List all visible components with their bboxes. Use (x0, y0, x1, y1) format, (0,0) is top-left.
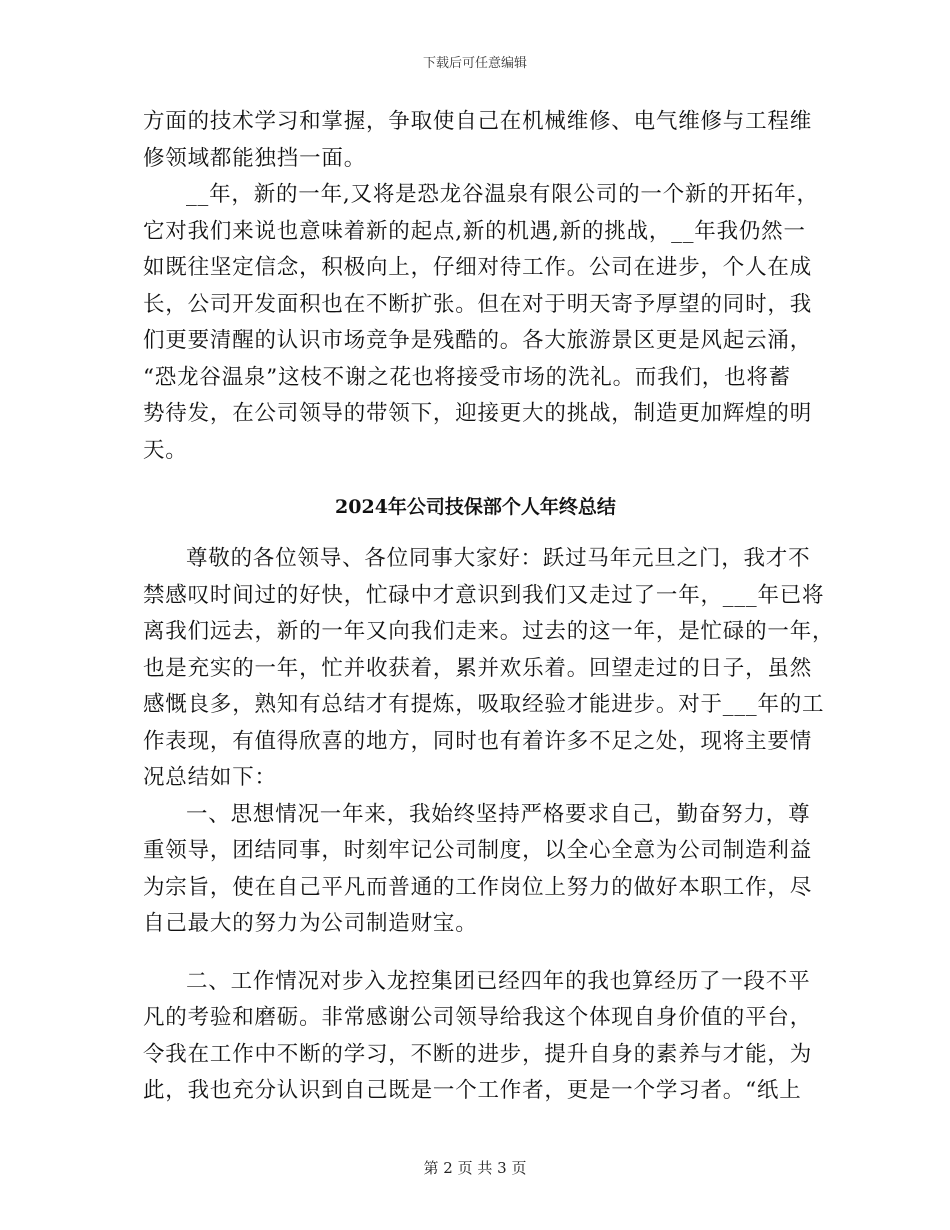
page-footer: 第 2 页 共 3 页 (423, 1159, 527, 1177)
text-line: 修领域都能独挡一面。 (143, 145, 367, 171)
text-line: 们更要清醒的认识市场竞争是残酷的。各大旅游景区更是风起云涌， (143, 328, 813, 353)
paragraph (143, 177, 819, 469)
paragraph (143, 797, 813, 943)
text-line: 也是充实的一年，忙并收获着，累并欢乐着。回望走过的日子，虽然 (143, 655, 813, 681)
text-line: 此，我也充分认识到自己既是一个工作者，更是一个学习者。“纸上 (143, 1078, 802, 1103)
paragraph (143, 541, 835, 797)
paragraph (143, 964, 813, 1110)
text-line: 感慨良多，熟知有总结才有提炼，吸取经验才能进步。对于___年的工 (143, 692, 825, 717)
text-line: 为宗旨，使在自己平凡而普通的工作岗位上努力的做好本职工作，尽 (143, 874, 813, 900)
text-line: 令我在工作中不断的学习，不断的进步，提升自身的素养与才能，为 (143, 1041, 813, 1067)
text-line: 重领导，团结同事，时刻牢记公司制度，以全心全意为公司制造利益 (143, 838, 813, 863)
text-line: “恐龙谷温泉”这枝不谢之花也将接受市场的洗礼。而我们，也将蓄 (143, 364, 791, 390)
text-line: 一、思想情况一年来，我始终坚持严格要求自己，勤奋努力，尊 (186, 801, 811, 827)
text-line: 况总结如下： (143, 765, 277, 790)
text-line: 禁感叹时间过的好快，忙碌中才意识到我们又走过了一年，___年已将 (143, 582, 825, 608)
text-line: 尊敬的各位领导、各位同事大家好：跃过马年元旦之门，我才不 (186, 546, 811, 571)
text-line: 离我们远去，新的一年又向我们走来。过去的这一年，是忙碌的一年， (143, 619, 835, 644)
text-line: 它对我们来说也意味着新的起点,新的机遇,新的挑战，__年我仍然一 (143, 218, 806, 244)
text-line: 自己最大的努力为公司制造财宝。 (143, 911, 478, 936)
text-line: 天。 (143, 437, 188, 463)
paragraph (143, 104, 813, 177)
page-header: 下载后可任意编辑 (422, 56, 527, 71)
text-line: 长，公司开发面积也在不断扩张。但在对于明天寄予厚望的同时，我 (143, 291, 813, 317)
text-line: 二、工作情况对步入龙控集团已经四年的我也算经历了一段不平 (186, 968, 811, 994)
paragraph-gap (143, 943, 808, 964)
text-line: 方面的技术学习和掌握，争取使自己在机械维修、电气维修与工程维 (143, 109, 813, 134)
text-line: 作表现，有值得欣喜的地方，同时也有着许多不足之处，现将主要情 (143, 728, 813, 754)
text-line: 势待发，在公司领导的带领下，迎接更大的挑战，制造更加辉煌的明 (143, 401, 813, 426)
article-title: 2024年公司技保部个人年终总结 (335, 496, 616, 518)
text-line: 如既往坚定信念，积极向上，仔细对待工作。公司在进步，个人在成 (143, 255, 813, 280)
text-line: 凡的考验和磨砺。非常感谢公司领导给我这个体现自身价值的平台， (143, 1005, 813, 1030)
document-body (143, 104, 835, 1110)
text-line: __年，新的一年,又将是恐龙谷温泉有限公司的一个新的开拓年， (186, 182, 819, 207)
